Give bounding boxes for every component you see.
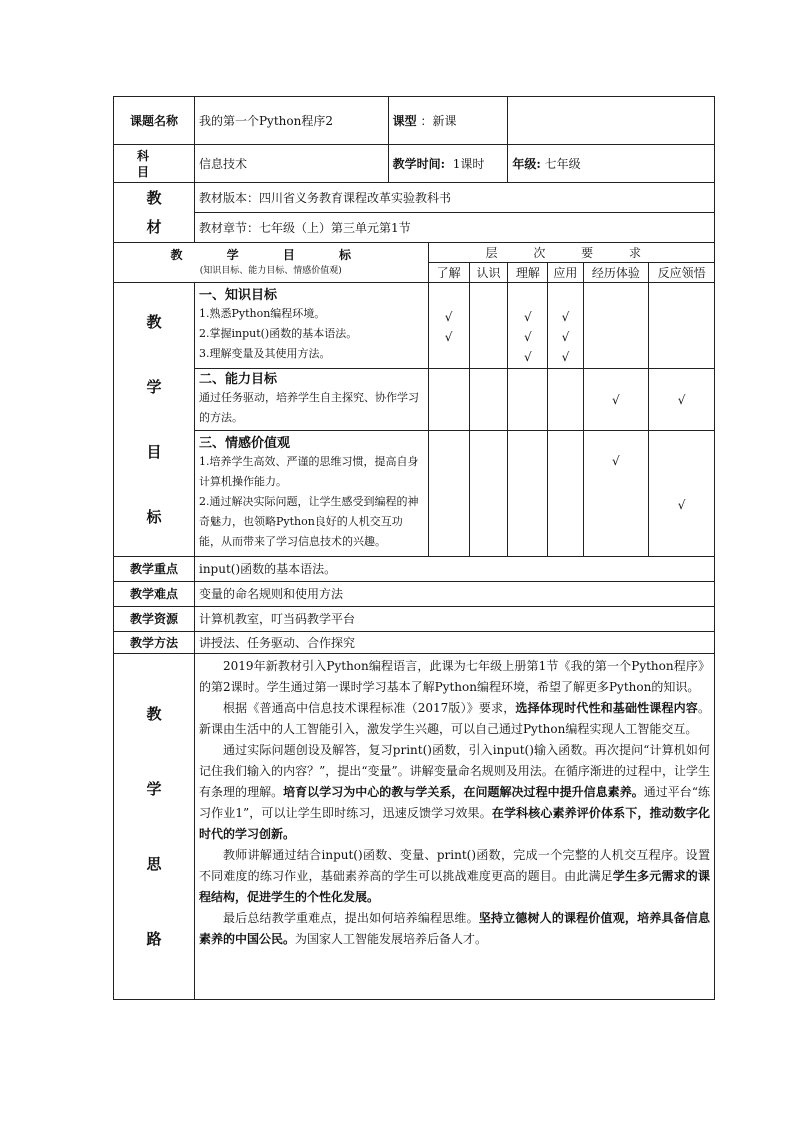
- check-cell: √ √ √: [508, 283, 548, 369]
- goals-head-sub: (知识目标、能力目标、情感价值观): [199, 265, 342, 276]
- check-cell: [428, 431, 469, 557]
- thinking-paragraph: 2019年新教材引入Python编程语言，此课为七年级上册第1节《我的第一个Python程序》的第2课时。学生通过第一课时学习基本了解Python编程环境，希望了解更多Python的知识。: [198, 659, 710, 694]
- goals-side-label: 教 学 目 标: [114, 283, 195, 557]
- check-cell: √: [583, 369, 649, 431]
- goal-item: 2.通过解决实际问题，让学生感受到编程的神奇魅力，也领略Python良好的人机交互功能，从而带来了学习信息技术的兴趣。: [198, 494, 419, 548]
- textbook-version: 教材版本：四川省义务教育课程改革实验教科书: [194, 183, 714, 213]
- type-label: 课型: [392, 113, 417, 128]
- thinking-content: [194, 654, 714, 1000]
- resource-label: 教学资源: [114, 607, 195, 632]
- level-header: 认识: [469, 263, 508, 283]
- emotion-goals: [194, 431, 428, 557]
- subject-label: 科 目: [114, 145, 195, 183]
- goal-item: 1.熟悉Python编程环境。: [198, 306, 326, 320]
- check-cell: [428, 369, 469, 431]
- levels-title: 层 次 要 求: [428, 243, 714, 263]
- thinking-paragraph: 教师讲解通过结合input()函数、变量、print()函数，完成一个完整的人机交互程序。设置不同难度的练习作业，基础素养高的学生可以挑战难度更高的题目。由此满足学生多元需求的课程结构，促进学生的个性化发展。: [198, 848, 710, 904]
- check-cell: [508, 369, 548, 431]
- key-point-label: 教学重点: [114, 557, 195, 582]
- check-cell: [469, 283, 508, 369]
- goal-item: 通过任务驱动，培养学生自主探究、协作学习的方法。: [198, 390, 419, 424]
- thinking-paragraph: 通过实际问题创设及解答，复习print()函数，引入input()输入函数。再次提问“计算机如何记住我们输入的内容？”，提出“变量”。讲解变量命名规则及用法。在循序渐进的过程中，让学生有条理的理解。培育以学习为中心的教与学关系，在问题解决过程中提升信息素养。通过平台“练习作业1”，可以让学生即时练习，迅速反馈学习效果。在学科核心素养评价体系下，推动数字化时代的学习创新。: [198, 743, 710, 841]
- level-header: 经历体验: [583, 263, 649, 283]
- goal-item: 1.培养学生高效、严谨的思维习惯，提高自身计算机操作能力。: [198, 454, 419, 488]
- ability-title: 二、能力目标: [198, 371, 277, 387]
- lesson-type: [388, 97, 508, 145]
- level-header: 了解: [428, 263, 469, 283]
- level-header: 理解: [508, 263, 548, 283]
- textbook-label: 教 材: [114, 183, 195, 243]
- check-cell: √: [649, 369, 715, 431]
- level-header: 应用: [548, 263, 583, 283]
- subject-value: 信息技术: [194, 145, 388, 183]
- teaching-time: [388, 145, 508, 183]
- difficulty-value: 变量的命名规则和使用方法: [194, 582, 714, 607]
- empty-cell: [508, 97, 715, 145]
- lesson-plan-table: [113, 96, 715, 1000]
- knowledge-goals: [194, 283, 428, 369]
- method-label: 教学方法: [114, 632, 195, 654]
- grade-value: 七年级: [544, 156, 581, 171]
- check-cell: [469, 431, 508, 557]
- goals-head: [114, 243, 429, 283]
- key-point-value: input()函数的基本语法。: [194, 557, 714, 582]
- time-value: 1课时: [452, 156, 485, 171]
- check-cell: [548, 431, 583, 557]
- goal-item: 2.掌握input()函数的基本语法。: [198, 326, 358, 340]
- goals-head-title: 教 学 目 标: [170, 247, 372, 262]
- emotion-title: 三、情感价值观: [198, 435, 290, 451]
- check-cell: [649, 283, 715, 369]
- grade: [508, 145, 715, 183]
- ability-goals: [194, 369, 428, 431]
- check-cell: √ √ √: [548, 283, 583, 369]
- method-value: 讲授法、任务驱动、合作探究: [194, 632, 714, 654]
- check-cell: [548, 369, 583, 431]
- difficulty-label: 教学难点: [114, 582, 195, 607]
- check-cell: √: [583, 431, 649, 557]
- resource-value: 计算机教室，叮当码教学平台: [194, 607, 714, 632]
- topic-value: 我的第一个Python程序2: [194, 97, 388, 145]
- check-cell: √ √: [428, 283, 469, 369]
- check-cell: √: [649, 431, 715, 557]
- textbook-chapter: 教材章节：七年级（上）第三单元第1节: [194, 213, 714, 243]
- level-header: 反应领悟: [649, 263, 715, 283]
- check-cell: [508, 431, 548, 557]
- time-label: 教学时间:: [392, 156, 446, 171]
- thinking-paragraph: 根据《普通高中信息技术课程标准（2017版）》要求，选择体现时代性和基础性课程内容。新课由生活中的人工智能引入，激发学生兴趣，可以自己通过Python编程实现人工智能交互。: [198, 701, 710, 736]
- thinking-paragraph: 最后总结教学重难点，提出如何培养编程思维。坚持立德树人的课程价值观，培养具备信息素养的中国公民。为国家人工智能发展培养后备人才。: [198, 911, 710, 946]
- thinking-side-label: 教 学 思 路: [114, 654, 195, 1000]
- knowledge-title: 一、知识目标: [198, 287, 277, 303]
- grade-label: 年级:: [512, 156, 541, 171]
- check-cell: [583, 283, 649, 369]
- topic-label: 课题名称: [114, 97, 195, 145]
- type-value: ：新课: [420, 113, 457, 128]
- check-cell: [469, 369, 508, 431]
- goal-item: 3.理解变量及其使用方法。: [198, 346, 331, 360]
